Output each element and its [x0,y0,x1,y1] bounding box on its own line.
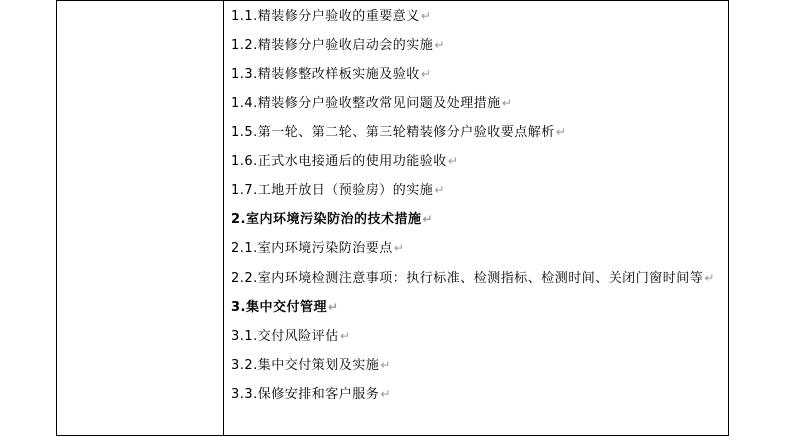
list-item: 1.4.精装修分户验收整改常见问题及处理措施↵ [231,96,513,111]
content-table [56,0,729,436]
paragraph-mark-icon: ↵ [393,241,405,255]
section-heading: 3.集中交付管理↵ [231,300,339,315]
section-heading: 2.室内环境污染防治的技术措施↵ [231,212,434,227]
list-item: 1.1.精装修分户验收的重要意义↵ [231,9,432,24]
paragraph-mark-icon: ↵ [447,154,459,168]
list-item: 3.1.交付风险评估↵ [231,329,351,344]
list-item: 1.7.工地开放日（预验房）的实施↵ [231,183,445,198]
paragraph-mark-icon: ↵ [704,271,715,285]
list-item: 2.2.室内环境检测注意事项：执行标准、检测指标、检测时间、关闭门窗时间等↵ [231,271,715,286]
table-right-column [224,1,728,435]
paragraph-mark-icon: ↵ [420,67,432,81]
paragraph-mark-icon: ↵ [380,387,391,401]
list-item: 3.2.集中交付策划及实施↵ [231,358,391,373]
table-left-column [57,1,224,435]
list-item: 3.3.保修安排和客户服务↵ [231,387,391,402]
list-item: 1.5.第一轮、第二轮、第三轮精装修分户验收要点解析↵ [231,125,567,140]
paragraph-mark-icon: ↵ [380,358,391,372]
paragraph-mark-icon: ↵ [555,125,567,139]
paragraph-mark-icon: ↵ [420,9,432,23]
list-item: 1.3.精装修整改样板实施及验收↵ [231,67,432,82]
paragraph-mark-icon: ↵ [501,96,513,110]
paragraph-mark-icon: ↵ [339,329,351,343]
list-item: 1.6.正式水电接通后的使用功能验收↵ [231,154,459,169]
paragraph-mark-icon: ↵ [434,38,445,52]
paragraph-mark-icon: ↵ [434,183,445,197]
paragraph-mark-icon: ↵ [327,300,339,314]
list-item: 2.1.室内环境污染防治要点↵ [231,241,405,256]
list-item: 1.2.精装修分户验收启动会的实施↵ [231,38,445,53]
paragraph-mark-icon: ↵ [422,212,434,226]
